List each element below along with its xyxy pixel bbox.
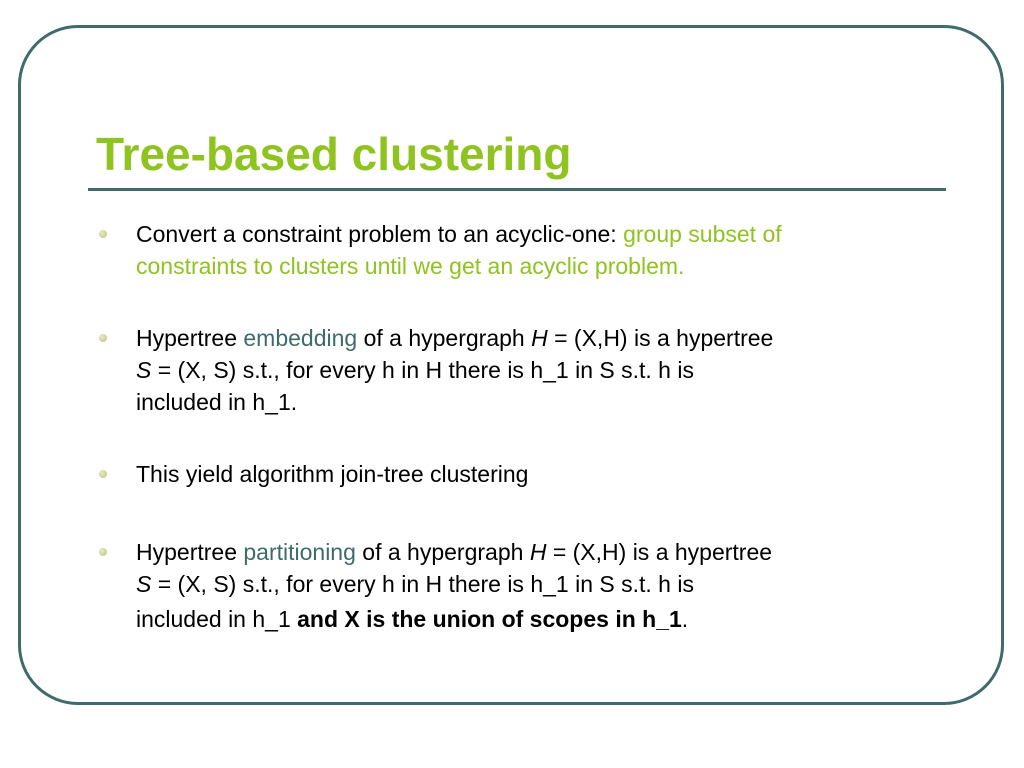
- bullet-line: [136, 218, 782, 250]
- bullet-line: [136, 600, 772, 638]
- bullet-dot-icon: [99, 230, 107, 238]
- highlight-text: group subset of: [623, 221, 782, 247]
- bullet-line: [136, 536, 772, 568]
- bold-text: and X is the union of scopes in h_1: [297, 606, 682, 632]
- bullet-line: [136, 568, 772, 600]
- symbol-S: S: [136, 357, 152, 383]
- bullet-dot-icon: [99, 548, 107, 556]
- bullet-text: Hypertree: [136, 539, 244, 565]
- symbol-H: H: [529, 539, 547, 565]
- bullet-text: included in h_1: [136, 606, 298, 632]
- bullet-line: [136, 322, 773, 354]
- bullet-text: of a hypergraph: [355, 539, 530, 565]
- bullet-item-convert: [96, 218, 782, 282]
- bullet-text: .: [681, 606, 689, 632]
- bullet-item-embedding: [96, 322, 773, 418]
- bullet-text: of a hypergraph: [357, 325, 532, 351]
- term-embedding: embedding: [243, 325, 358, 351]
- bullet-dot-icon: [99, 334, 107, 342]
- symbol-H: H: [531, 325, 548, 351]
- bullet-dot-icon: [99, 470, 107, 478]
- bullet-line: [136, 354, 773, 386]
- title-divider: [88, 188, 946, 191]
- bullet-item-join-tree: [96, 458, 528, 490]
- bullet-text: = (X, S) s.t., for every h in H there is h_1 in S s.t. h is: [151, 357, 694, 383]
- bullet-text: Convert a constraint problem to an acyclic-one:: [136, 221, 624, 247]
- bullet-text: = (X,H) is a hypertree: [547, 325, 774, 351]
- highlight-text: constraints to clusters until we get an acyclic problem.: [136, 253, 685, 279]
- bullet-text: = (X, S) s.t., for every h in H there is h_1 in S s.t. h is: [151, 571, 694, 597]
- term-partitioning: partitioning: [243, 539, 356, 565]
- bullet-text: Hypertree: [136, 325, 244, 351]
- slide-title: Tree-based clustering: [96, 128, 572, 180]
- bullet-text: = (X,H) is a hypertree: [546, 539, 773, 565]
- bullet-text: included in h_1.: [136, 389, 298, 415]
- bullet-text: This yield algorithm join-tree clustering: [136, 461, 529, 487]
- symbol-S: S: [136, 571, 152, 597]
- bullet-item-partitioning: [96, 536, 772, 638]
